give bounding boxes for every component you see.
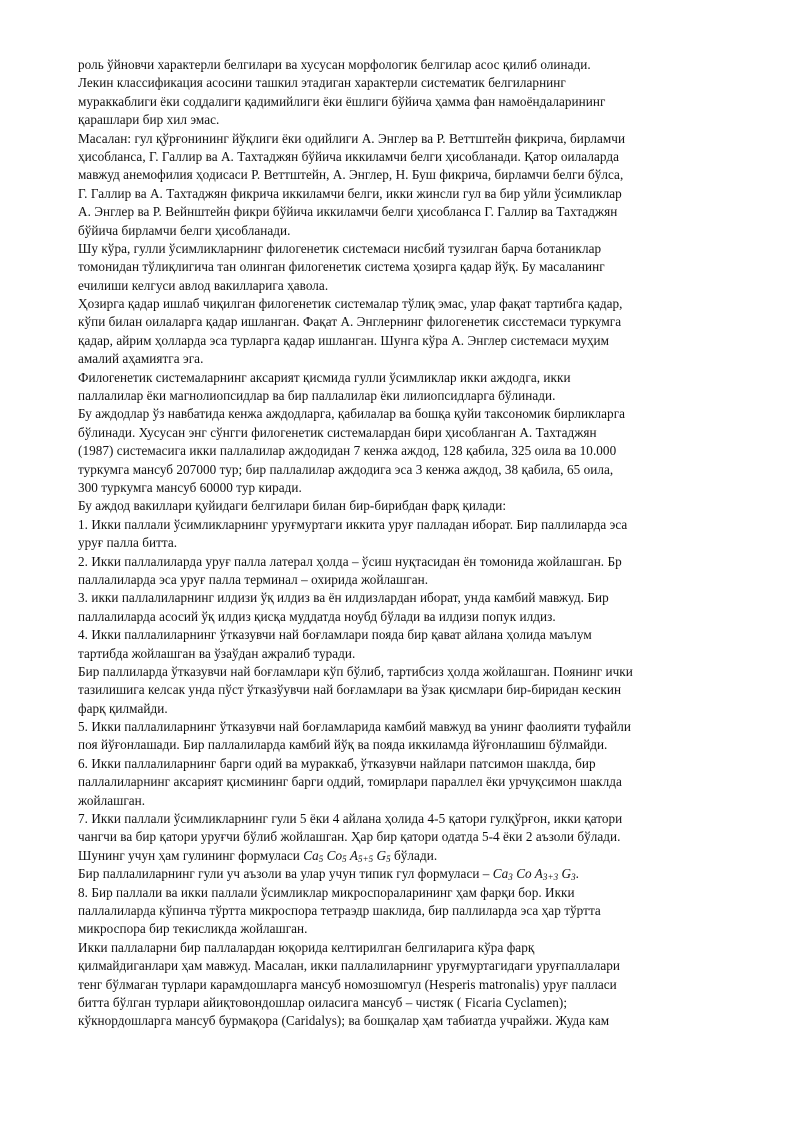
text-line: чангчи ва бир қатори уруғчи бўлиб жойлашган. Ҳар бир қатори одатда 5-4 ёки 2 аъзоли бўлади.: [78, 829, 621, 845]
text-line: роль ўйновчи характерли белгилари ва хусусан морфологик белгилар асос қилиб олинади.: [78, 57, 591, 72]
text-line: Бу аждод вакиллари қуйидаги белгилари билан бир-бирибдан фарқ қилади:: [78, 498, 507, 514]
text-line: 8. Бир паллали ва икки паллали ўсимликлар микроспораларининг ҳам фарқи бор. Икки: [78, 884, 575, 900]
text-line: Шу кўра, гулли ўсимликларнинг филогенетик системаси нисбий тузилган барча ботаниклар: [78, 240, 602, 256]
text-line: 2. Икки паллалиларда уруғ палла латерал ҳолда – ўсиш нуқтасидан ён томонида жойлашган. Бр: [78, 553, 622, 569]
text-line: 5. Икки паллалиларнинг ўтказувчи най боғламларида камбий мавжуд ва унинг фаолияти туфайли: [78, 719, 632, 735]
text-line: паллалиларда асосий ўқ илдиз қисқа муддатда ноубд бўлади ва илдизи попук илдиз.: [78, 608, 556, 624]
text-line: мавжуд анемофилия ҳодисаси Р. Веттштейн, А. Энглер, Н. Буш фикрича, бирламчи белги бўлса,: [78, 167, 624, 183]
document-body: [78, 56, 758, 1031]
text-line: микроспора бир текисликда жойлашган.: [78, 921, 308, 937]
text-line: Бу аждодлар ўз навбатида кенжа аждодларга, қабилалар ва бошқа қуйи таксономик бирликларга: [78, 406, 626, 422]
text-line: жойлашган.: [78, 792, 146, 808]
text-line: бўлинади. Хусусан энг сўнгги филогенетик системалардан бири ҳисобланган А. Тахтаджян: [78, 424, 597, 440]
text-line: 7. Икки паллали ўсимликларнинг гули 5 ёки 4 айлана ҳолида 4-5 қатори гулқўрғон, икки қатори: [78, 811, 623, 827]
text-line: Г. Галлир ва А. Тахтаджян фикрича иккиламчи белги, икки жинсли гул ва бир уйли ўсимликлар: [78, 185, 622, 201]
formula-prefix: Шунинг учун ҳам гулининг формуласи: [78, 847, 304, 863]
text-line: уруғ палла битта.: [78, 535, 178, 551]
text-line: 3. икки паллалиларнинг илдизи ўқ илдиз ва ён илдизлардан иборат, унда камбий мавжуд. Бир: [78, 590, 609, 606]
text-line: қилмайдиганлари ҳам мавжуд. Масалан, икки паллалиларнинг уруғмуртагидаги уруғпаллалари: [78, 958, 620, 974]
text-line: кўпи билан оилаларга қадар ишланган. Фақат А. Энглернинг филогенетик сисстемаси туркумга: [78, 314, 622, 330]
text-line: А. Энглер ва Р. Вейнштейн фикри бўйича иккиламчи белги ҳисобланса Г. Галлир ва Тахтаджян: [78, 204, 618, 220]
text-block-tail: [78, 884, 758, 1031]
text-line: ҳисобланса, Г. Галлир ва А. Тахтаджян бўйича иккиламчи белги ҳисобланади. Қатор оилаларда: [78, 148, 619, 164]
text-line: қарашлари бир хил эмас.: [78, 112, 220, 128]
text-line: туркумга мансуб 207000 тур; бир паллалилар аждодига эса 3 кенжа аждод, 38 қабила, 65 оила,: [78, 461, 614, 477]
text-line: тартибда жойлашган ва ўзаўдан ажралиб туради.: [78, 645, 356, 661]
formula-line-monocots: [78, 865, 758, 883]
text-line: тенг бўлмаган турлари карамдошларга мансуб номозшомгул (Hesperis matronalis) уруғ палласи: [78, 976, 617, 992]
text-line: Бир паллиларда ўтказувчи най боғламлари кўп бўлиб, тартибсиз ҳолда жойлашган. Поянинг ички: [78, 663, 633, 679]
text-line: 4. Икки паллалиларнинг ўтказувчи най боғламлари пояда бир қават айлана ҳолида маълум: [78, 627, 592, 643]
text-line: томонидан тўлиқлигича тан олинган филогенетик система ҳозирга қадар йўқ. Бу масаланинг: [78, 259, 605, 275]
text-line: (1987) системасига икки паллалилар аждодидан 7 кенжа аждод, 128 қабила, 325 оила ва 10.000: [78, 443, 617, 459]
text-line: бўйича бирламчи белги ҳисобланади.: [78, 222, 291, 238]
formula-line-dicots: [78, 847, 758, 865]
text-line: амалий аҳамиятга эга.: [78, 351, 204, 367]
text-line: кўкнордошларга мансуб бурмақора (Caridalys); ва бошқалар ҳам табиатда учрайжи. Жуда кам: [78, 1013, 610, 1029]
text-line: паллалиларда кўпинча тўртта микроспора тетраэдр шаклида, бир паллиларда эса ҳар тўртта: [78, 902, 601, 918]
flower-formula-monocots: $Ca_3$ Co $A_{3+3}$ $G_3$: [492, 866, 576, 883]
text-line: Ҳозирга қадар ишлаб чиқилган филогенетик системалар тўлиқ эмас, улар фақат тартибга қадар,: [78, 296, 623, 312]
flower-formula-dicots: $Ca_5$ $Co_5$ $A_{5+5}$ $G_5$: [303, 847, 391, 864]
text-line: тазилишига келсак унда пўст ўтказўувчи най боғламлари ва ўзак қисмлари бир-биридан кескин: [78, 682, 622, 698]
text-line: Масалан: гул қўрғонининг йўқлиги ёки одийлиги А. Энглер ва Р. Веттштейн фикрича, бирламчи: [78, 130, 626, 146]
formula-suffix: бўлади.: [390, 847, 438, 863]
text-line: Филогенетик системаларнинг аксарият қисмида гулли ўсимликлар икки аждодга, икки: [78, 369, 571, 385]
text-line: паллалилар ёки магнолиопсидлар ва бир паллалилар ёки лилиопсидларга бўлинади.: [78, 388, 556, 404]
formula-suffix: .: [575, 866, 579, 882]
text-block-main: [78, 56, 758, 847]
text-line: паллалиларда эса уруғ палла терминал – охирида жойлашган.: [78, 571, 429, 587]
text-line: битта бўлган турлари айиқтовондошлар оиласига мансуб – чистяк ( Ficaria Cyclamen);: [78, 994, 568, 1010]
text-line: фарқ қилмайди.: [78, 700, 168, 716]
text-line: Икки паллаларни бир паллалардан юқорида келтирилган белгиларига кўра фарқ: [78, 939, 535, 955]
text-line: 300 туркумга мансуб 60000 тур киради.: [78, 479, 302, 495]
text-line: паллалиларнинг аксарият қисмининг барги оддий, томирлари параллел ёки урчуқсимон шаклда: [78, 774, 622, 790]
text-line: Лекин классификация асосини ташкил этадиган характерли систематик белгиларнинг: [78, 75, 566, 91]
text-line: мураккаблиги ёки соддалиги қадимийлиги ёки ёшлиги бўйича ҳамма фан намоёндаларининг: [78, 93, 606, 109]
text-line: ечилиши келгуси авлод вакилларига ҳавола.: [78, 277, 329, 293]
text-line: поя йўғонлашади. Бир паллалиларда камбий йўқ ва пояда иккиламда йўғонлашиш бўлмайди.: [78, 737, 608, 753]
text-line: 6. Икки паллалиларнинг барги одий ва мураккаб, ўтказувчи найлари патсимон шаклда, бир: [78, 755, 596, 771]
text-line: 1. Икки паллали ўсимликларнинг уруғмуртаги иккита уруғ палладан иборат. Бир паллиларда эса: [78, 516, 628, 532]
formula-prefix: Бир паллалиларнинг гули уч аъзоли ва улар учун типик гул формуласи –: [78, 866, 493, 882]
text-line: қадар, айрим ҳолларда эса турларга қадар ишланган. Шунга кўра А. Энглер системаси муҳим: [78, 332, 610, 348]
